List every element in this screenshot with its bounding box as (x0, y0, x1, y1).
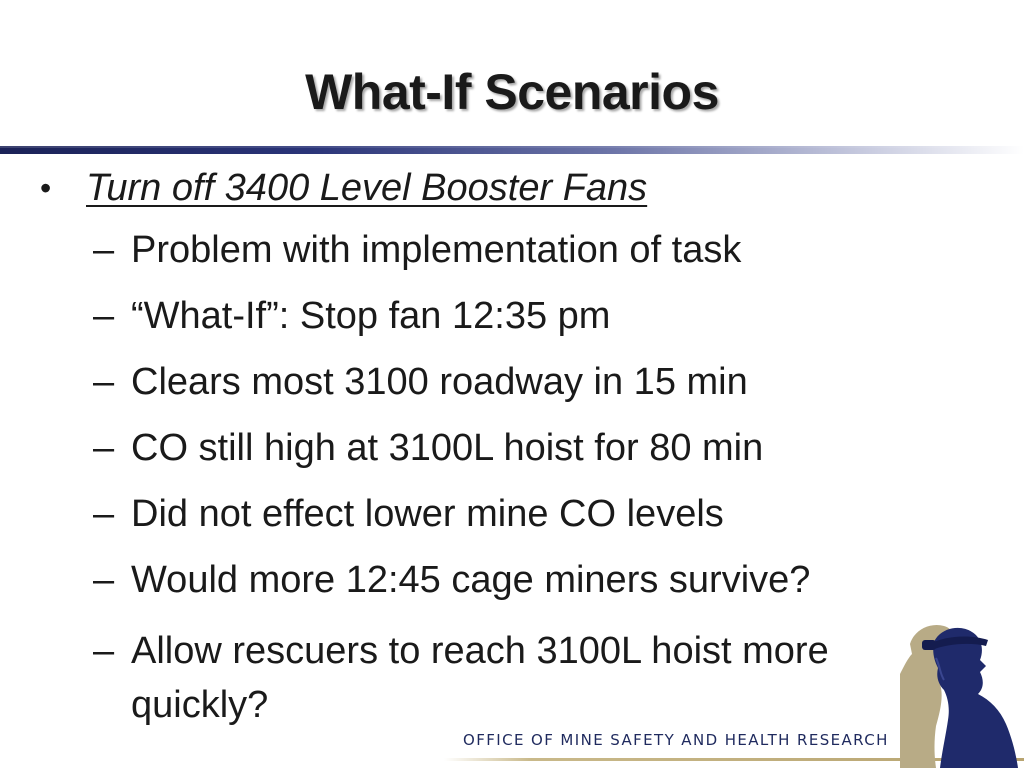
main-bullet-text: Turn off 3400 Level Booster Fans (86, 167, 648, 209)
sub-bullet-text: Problem with implementation of task (131, 229, 742, 271)
dash-marker: – (93, 229, 115, 271)
sub-bullet (93, 360, 973, 404)
footer-organization: OFFICE OF MINE SAFETY AND HEALTH RESEARCH (463, 731, 889, 749)
dash-marker: – (93, 630, 115, 672)
title-divider-highlight (0, 146, 1024, 148)
sub-bullet (93, 558, 973, 602)
sub-bullet-list (93, 228, 973, 754)
sub-bullet-text: Did not effect lower mine CO levels (131, 493, 724, 535)
sub-bullet-text: Clears most 3100 roadway in 15 min (131, 361, 748, 403)
dash-marker: – (93, 559, 115, 601)
dash-marker: – (93, 427, 115, 469)
sub-bullet (93, 492, 973, 536)
miner-silhouette-icon (900, 614, 1024, 768)
bullet-marker: • (40, 170, 52, 206)
dash-marker: – (93, 361, 115, 403)
sub-bullet-text: “What-If”: Stop fan 12:35 pm (131, 295, 611, 337)
sub-bullet (93, 624, 973, 732)
sub-bullet-text: Would more 12:45 cage miners survive? (131, 559, 811, 601)
sub-bullet-text: Allow rescuers to reach 3100L hoist more quickly? (131, 630, 829, 726)
slide-title: What-If Scenarios (305, 64, 719, 120)
sub-bullet-text: CO still high at 3100L hoist for 80 min (131, 427, 764, 469)
dash-marker: – (93, 295, 115, 337)
dash-marker: – (93, 493, 115, 535)
sub-bullet (93, 294, 973, 338)
sub-bullet (93, 228, 973, 272)
sub-bullet (93, 426, 973, 470)
